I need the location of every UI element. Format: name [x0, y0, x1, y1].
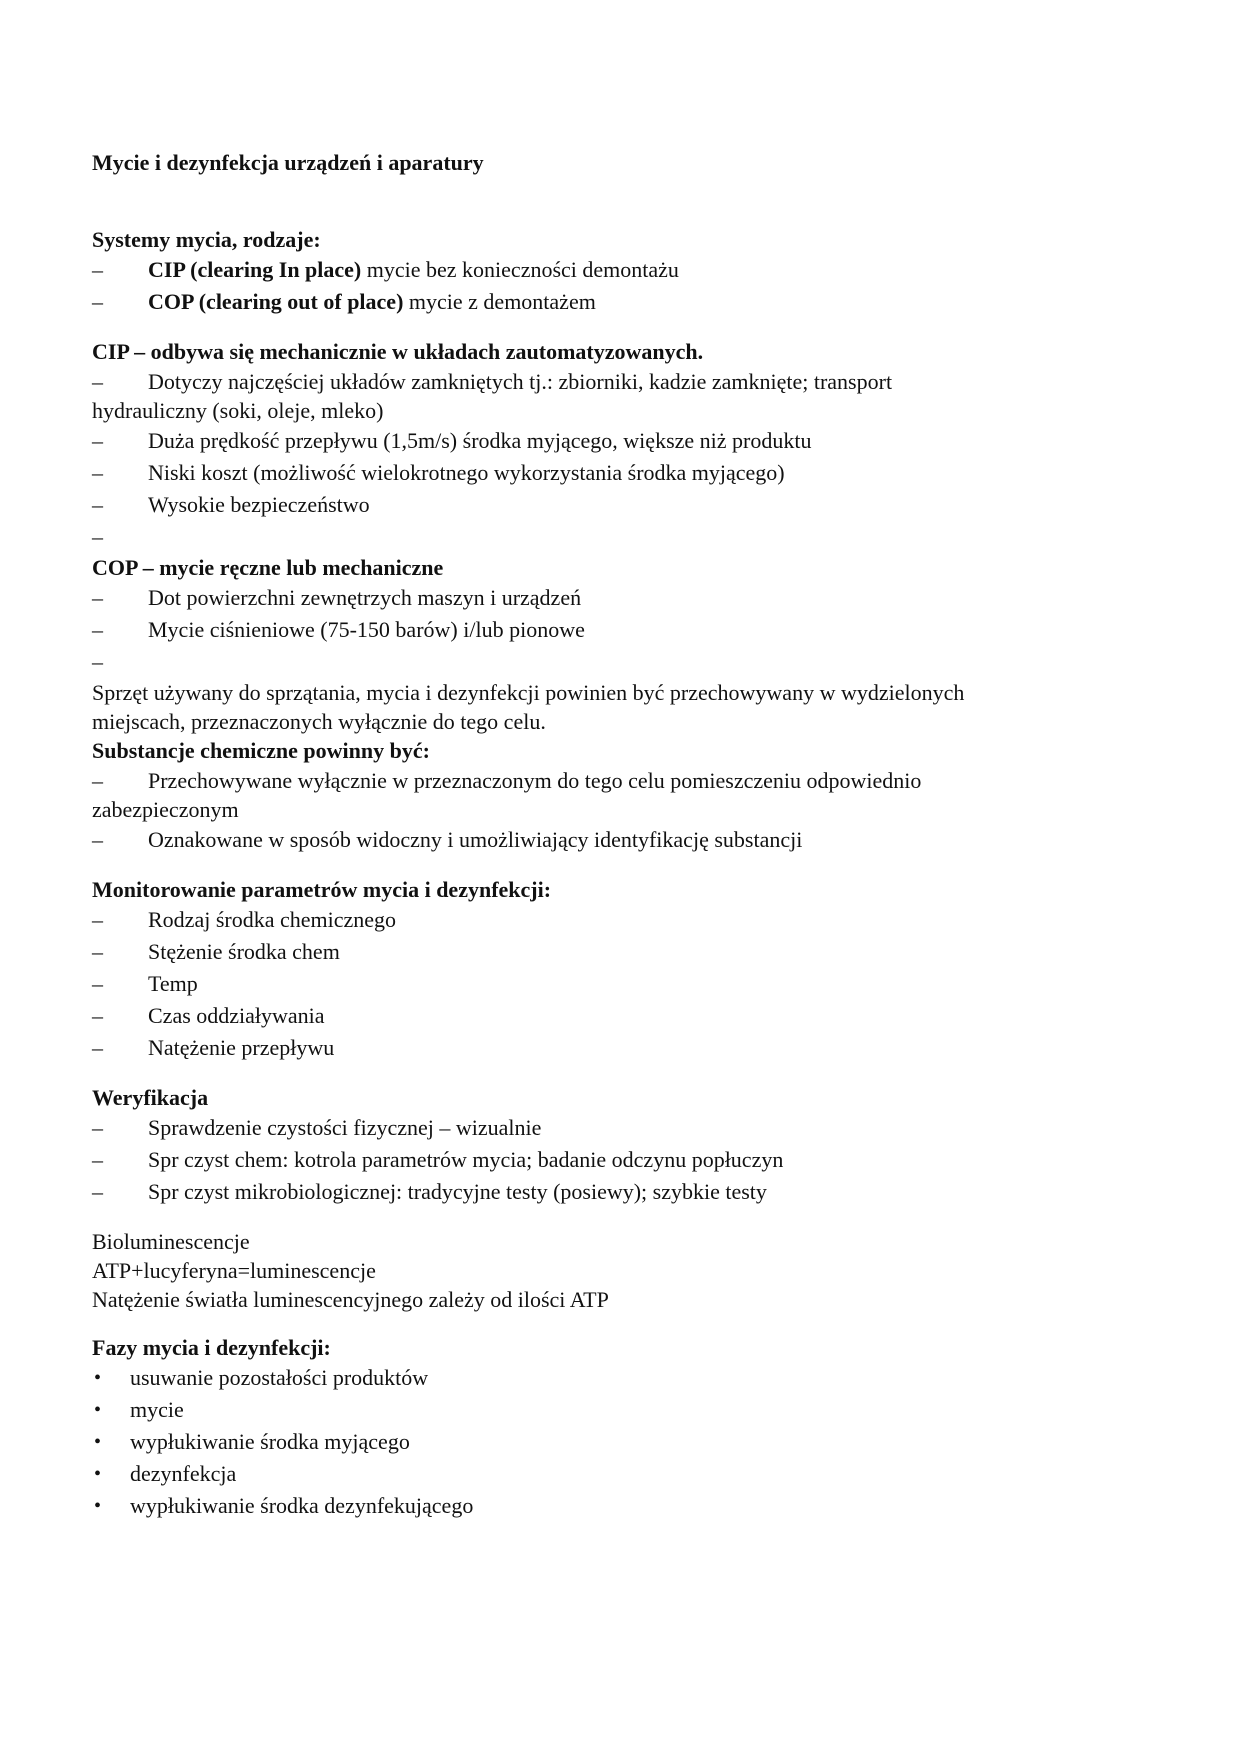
cip-term: CIP (clearing In place): [148, 257, 362, 282]
list-item-text: Duża prędkość przepływu (1,5m/s) środka myjącego, większe niż produktu: [148, 428, 812, 453]
bullet-marker: •: [94, 1367, 102, 1389]
dash-marker: –: [92, 768, 103, 793]
list-item: [92, 1176, 1092, 1208]
list-item: [92, 286, 1092, 318]
monitorowanie-heading: Monitorowanie parametrów mycia i dezynfekcji:: [92, 877, 552, 902]
list-item-text: Oznakowane w sposób widoczny i umożliwiający identyfikację substancji: [148, 827, 803, 852]
list-item: [92, 366, 1092, 425]
list-item-text: Spr czyst chem: kotrola parametrów mycia; badanie odczynu popłuczyn: [148, 1147, 784, 1172]
list-item-text: wypłukiwanie środka myjącego: [130, 1429, 410, 1454]
list-item-text: Rodzaj środka chemicznego: [148, 907, 397, 932]
list-item-text: Czas oddziaływania: [148, 1003, 325, 1028]
list-item: [92, 1032, 1092, 1064]
weryfikacja-heading: Weryfikacja: [92, 1085, 209, 1110]
dash-marker: –: [92, 428, 103, 453]
dash-marker: –: [92, 1003, 103, 1028]
list-item: [92, 824, 1092, 856]
list-item: [92, 425, 1092, 457]
list-item: [92, 1112, 1092, 1144]
list-item: [92, 1362, 1092, 1394]
list-item: [92, 489, 1092, 521]
list-item-text: wypłukiwanie środka dezynfekującego: [130, 1493, 474, 1518]
cip-item-text: Dotyczy najczęściej układów zamkniętych tj.: zbiorniki, kadzie zamknięte; transport: [148, 369, 893, 394]
cop-desc: mycie z demontażem: [403, 289, 596, 314]
dash-marker: –: [92, 827, 103, 852]
dash-marker: –: [92, 1147, 103, 1172]
list-item: [92, 582, 1092, 614]
list-item-text: Mycie ciśnieniowe (75-150 barów) i/lub pionowe: [148, 617, 585, 642]
systemy-heading: Systemy mycia, rodzaje:: [92, 227, 321, 252]
list-item-text: mycie: [130, 1397, 184, 1422]
dash-marker: –: [92, 1115, 103, 1140]
list-item: [92, 254, 1092, 286]
list-item-text: Sprawdzenie czystości fizycznej – wizualnie: [148, 1115, 542, 1140]
list-item: [92, 1000, 1092, 1032]
dash-marker: –: [92, 1035, 103, 1060]
cop-term: COP (clearing out of place): [148, 289, 404, 314]
list-item-text: Spr czyst mikrobiologicznej: tradycyjne testy (posiewy); szybkie testy: [148, 1179, 767, 1204]
dash-marker: –: [92, 649, 103, 674]
cip-item-text-cont: hydrauliczny (soki, oleje, mleko): [92, 398, 384, 423]
bio-line-3: Natężenie światła luminescencyjnego zależy od ilości ATP: [92, 1287, 609, 1312]
bullet-marker: •: [94, 1399, 102, 1421]
list-item: [92, 1394, 1092, 1426]
dash-marker: –: [92, 524, 103, 549]
list-item: [92, 968, 1092, 1000]
list-item: [92, 936, 1092, 968]
dash-marker: –: [92, 939, 103, 964]
bullet-marker: •: [94, 1463, 102, 1485]
document-body: [92, 148, 1092, 1522]
list-item-text: usuwanie pozostałości produktów: [130, 1365, 429, 1390]
dash-marker: –: [92, 907, 103, 932]
bio-paragraph: [92, 1227, 1092, 1314]
list-item: [92, 457, 1092, 489]
dash-marker: –: [92, 971, 103, 996]
list-item: [92, 904, 1092, 936]
bio-line-1: Bioluminescencje: [92, 1229, 250, 1254]
list-item-text: dezynfekcja: [130, 1461, 237, 1486]
sprzet-paragraph: [92, 678, 1092, 736]
list-item-text-cont: zabezpieczonym: [92, 797, 239, 822]
list-item-text: Niski koszt (możliwość wielokrotnego wykorzystania środka myjącego): [148, 460, 785, 485]
sprzet-line-1: Sprzęt używany do sprzątania, mycia i dezynfekcji powinien być przechowywany w wydzielonych: [92, 680, 965, 705]
fazy-heading: Fazy mycia i dezynfekcji:: [92, 1335, 331, 1360]
dash-marker: –: [92, 257, 103, 282]
list-item: [92, 1144, 1092, 1176]
empty-list-item: [92, 646, 1092, 678]
dash-marker: –: [92, 617, 103, 642]
dash-marker: –: [92, 369, 103, 394]
empty-list-item: [92, 521, 1092, 553]
dash-marker: –: [92, 492, 103, 517]
list-item-text: Temp: [148, 971, 198, 996]
list-item: [92, 1490, 1092, 1522]
bullet-marker: •: [94, 1495, 102, 1517]
dash-marker: –: [92, 289, 103, 314]
dash-marker: –: [92, 1179, 103, 1204]
substancje-heading: Substancje chemiczne powinny być:: [92, 738, 430, 763]
list-item-text: Stężenie środka chem: [148, 939, 340, 964]
cip-heading: CIP – odbywa się mechanicznie w układach zautomatyzowanych.: [92, 339, 704, 364]
list-item-text: Wysokie bezpieczeństwo: [148, 492, 370, 517]
bullet-marker: •: [94, 1431, 102, 1453]
document-title: Mycie i dezynfekcja urządzeń i aparatury: [92, 150, 484, 175]
dash-marker: –: [92, 585, 103, 610]
list-item-text: Dot powierzchni zewnętrzych maszyn i urządzeń: [148, 585, 582, 610]
list-item: [92, 1458, 1092, 1490]
cip-desc: mycie bez konieczności demontażu: [361, 257, 679, 282]
list-item: [92, 614, 1092, 646]
sprzet-line-2: miejscach, przeznaczonych wyłącznie do tego celu.: [92, 709, 546, 734]
list-item-text: Natężenie przepływu: [148, 1035, 335, 1060]
list-item: [92, 1426, 1092, 1458]
cop-heading: COP – mycie ręczne lub mechaniczne: [92, 555, 444, 580]
bio-line-2: ATP+lucyferyna=luminescencje: [92, 1258, 376, 1283]
list-item-text: Przechowywane wyłącznie w przeznaczonym do tego celu pomieszczeniu odpowiednio: [148, 768, 922, 793]
list-item: [92, 765, 1092, 824]
dash-marker: –: [92, 460, 103, 485]
